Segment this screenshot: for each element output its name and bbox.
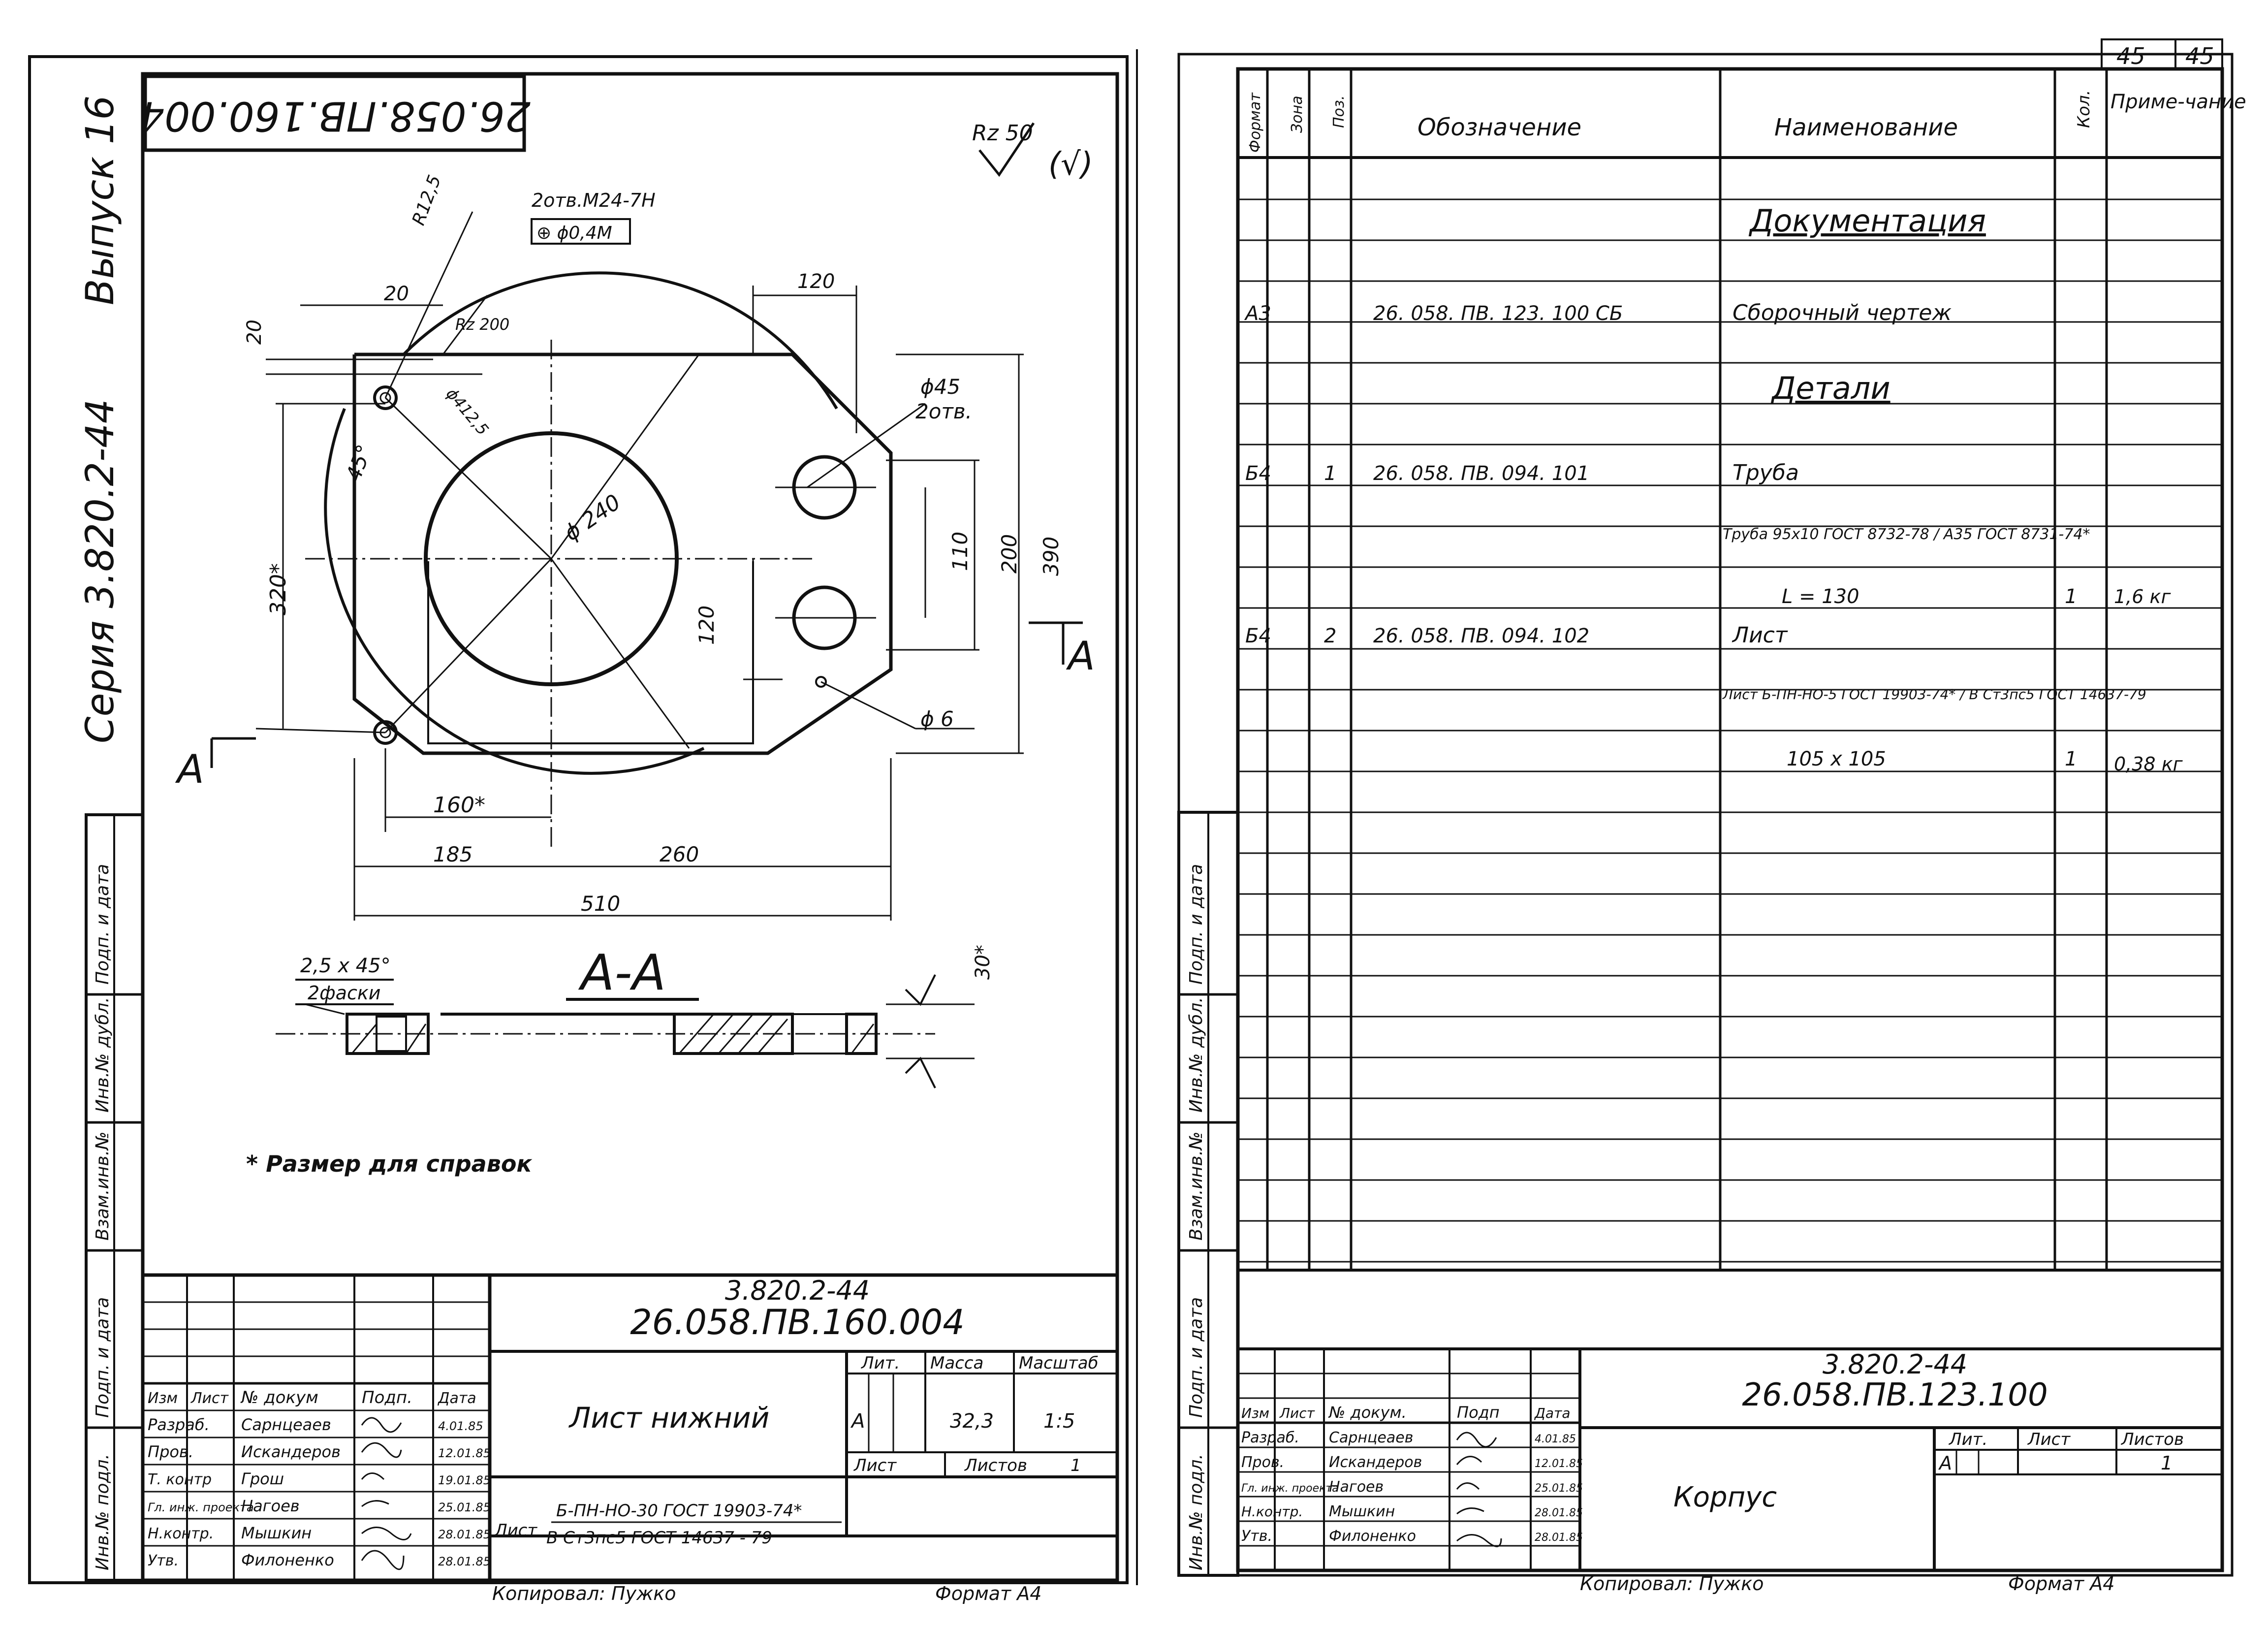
dim-185: 185 <box>433 842 473 866</box>
dim-510: 510 <box>581 892 621 916</box>
stamp-code: 26.058.ПВ.160.004 <box>138 92 531 139</box>
issue-text: Выпуск 16 <box>78 95 123 305</box>
side-stamp-2: Взам.инв.№ <box>93 1131 113 1241</box>
lt-h-doc: № докум <box>241 1388 318 1407</box>
rt-name-0: Сарнцеаев <box>1329 1429 1414 1446</box>
page-number-2: 45 <box>2185 43 2214 69</box>
rt-date-1: 12.01.85 <box>1535 1458 1583 1470</box>
section-title: A-A <box>581 944 666 1001</box>
lt-lit-label: Лит. <box>861 1353 900 1373</box>
row-1-designation: 26. 058. ПВ. 123. 100 СБ <box>1373 302 1623 325</box>
row-5-qty: 1 <box>2065 585 2078 608</box>
lt-name-3: Нагоев <box>241 1497 300 1515</box>
col-zone: Зона <box>1289 96 1306 133</box>
row-1-name: Сборочный чертеж <box>1732 300 1952 325</box>
dim-260: 260 <box>660 842 699 866</box>
angle-45: 45° <box>341 441 377 484</box>
lt-h-list: Лист <box>191 1390 229 1407</box>
rt-date-0: 4.01.85 <box>1535 1433 1576 1445</box>
lt-material-prefix: Лист <box>495 1521 537 1540</box>
dim-320: 320* <box>266 563 291 615</box>
rt-lit-label: Лит. <box>1949 1430 1988 1449</box>
side-stamp-1: Инв.№ дубл. <box>93 997 113 1113</box>
rt-role-0: Разраб. <box>1241 1429 1299 1446</box>
col-format: Формат <box>1247 93 1264 153</box>
position-tolerance: ⊕ ϕ0,4М <box>536 223 612 243</box>
row-4-name: Труба 95x10 ГОСТ 8732-78 / А35 ГОСТ 8731-74* <box>1723 526 2090 543</box>
chamfer-count: 2фаски <box>308 982 381 1004</box>
row-5-note: 1,6 кг <box>2114 586 2171 607</box>
lt-series: 3.820.2-44 <box>724 1275 870 1306</box>
lt-date-3: 25.01.85 <box>438 1501 491 1514</box>
dim-20-left: 20 <box>243 319 266 345</box>
lt-mass-label: Масса <box>930 1353 984 1373</box>
lt-name-0: Сарнцеаев <box>241 1415 331 1434</box>
rt-role-1: Пров. <box>1241 1454 1285 1471</box>
row-6-format: Б4 <box>1245 625 1271 647</box>
lt-mass-value: 32,3 <box>950 1410 994 1433</box>
rt-sheet-label: Лист <box>2028 1430 2071 1449</box>
r-side-stamp-3: Подп. и дата <box>1186 1297 1206 1418</box>
lt-scale-label: Масштаб <box>1019 1353 1099 1373</box>
row-6-designation: 26. 058. ПВ. 094. 102 <box>1373 625 1590 647</box>
lt-name-4: Мышкин <box>241 1524 312 1542</box>
rt-role-4: Утв. <box>1241 1528 1272 1545</box>
rt-lit-value: А <box>1939 1452 1952 1474</box>
col-designation: Обозначение <box>1418 114 1582 141</box>
lt-material-top: Б-ПН-НО-30 ГОСТ 19903-74* <box>556 1501 802 1521</box>
dia-240: ϕ 240 <box>560 489 626 546</box>
rt-h-doc: № докум. <box>1329 1403 1407 1422</box>
lt-date-5: 28.01.85 <box>438 1555 491 1568</box>
side-stamp-0: Подп. и дата <box>93 863 113 985</box>
rt-format: Формат А4 <box>2008 1573 2115 1595</box>
rz200: Rz 200 <box>455 315 510 334</box>
side-stamp-4: Инв.№ подл. <box>93 1454 113 1570</box>
rt-name-4: Филоненко <box>1329 1528 1417 1545</box>
lt-part-name: Лист нижний <box>569 1401 770 1435</box>
rt-series: 3.820.2-44 <box>1822 1349 1968 1380</box>
section-mark-left: A <box>177 746 204 792</box>
lt-date-2: 19.01.85 <box>438 1473 491 1487</box>
rt-date-2: 25.01.85 <box>1535 1482 1583 1495</box>
lt-role-3: Гл. инж. проекта <box>148 1501 254 1514</box>
col-qty: Кол. <box>2074 90 2094 128</box>
dia-6: ϕ 6 <box>920 707 954 731</box>
lt-role-4: Н.контр. <box>148 1525 214 1542</box>
rt-name-1: Искандеров <box>1329 1454 1422 1471</box>
lt-scale-value: 1:5 <box>1043 1410 1075 1433</box>
row-5-name: L = 130 <box>1782 585 1859 608</box>
row-6-name: Лист <box>1732 623 1788 648</box>
section-mark-right: A <box>1068 633 1095 679</box>
row-7-name: Лист Б-ПН-НО-5 ГОСТ 19903-74* / В Ст3пс5 ГОСТ 14637-79 <box>1723 686 2146 703</box>
lt-h-sign: Подп. <box>362 1388 412 1407</box>
rt-h-izm: Изм <box>1241 1405 1269 1421</box>
col-name: Наименование <box>1774 114 1958 141</box>
row-8-note: 0,38 кг <box>2114 753 2183 775</box>
side-stamp-3: Подп. и дата <box>93 1297 113 1418</box>
lt-date-4: 28.01.85 <box>438 1528 491 1541</box>
rt-role-3: Н.контр. <box>1241 1503 1303 1520</box>
r-side-stamp-2: Взам.инв.№ <box>1186 1131 1206 1241</box>
rt-sheets-value: 1 <box>2161 1452 2173 1474</box>
lt-name-1: Искандеров <box>241 1442 341 1461</box>
lt-h-izm: Изм <box>148 1390 178 1407</box>
dia-45: ϕ45 <box>920 375 961 399</box>
lt-sheets-value: 1 <box>1071 1456 1081 1475</box>
lt-name-5: Филоненко <box>241 1551 334 1569</box>
lt-name-2: Грош <box>241 1469 284 1488</box>
roughness-label: Rz 50 <box>972 121 1033 146</box>
dim-160: 160* <box>433 793 485 818</box>
row-1-format: А3 <box>1245 302 1271 325</box>
rt-date-3: 28.01.85 <box>1535 1507 1583 1519</box>
col-pos: Поз. <box>1330 95 1348 128</box>
rt-assembly-name: Корпус <box>1673 1481 1777 1513</box>
lt-format: Формат А4 <box>935 1583 1042 1604</box>
row-8-qty: 1 <box>2065 748 2078 770</box>
rt-date-4: 28.01.85 <box>1535 1532 1583 1544</box>
rt-h-date: Дата <box>1535 1405 1571 1421</box>
lt-date-0: 4.01.85 <box>438 1419 483 1433</box>
holes-note: 2отв.М24-7Н <box>532 190 656 211</box>
row-3-pos: 1 <box>1324 462 1337 485</box>
r-side-stamp-4: Инв.№ подл. <box>1186 1454 1206 1570</box>
page-number-1: 45 <box>2116 43 2145 69</box>
lt-role-5: Утв. <box>148 1552 179 1569</box>
lt-h-date: Дата <box>438 1390 476 1407</box>
lt-role-2: Т. контр <box>148 1471 212 1488</box>
row-3-format: Б4 <box>1245 462 1271 485</box>
rt-copied: Копировал: Пужко <box>1580 1573 1764 1595</box>
dim-110: 110 <box>948 531 972 571</box>
rt-h-sign: Подп <box>1457 1403 1500 1422</box>
rt-name-2: Нагоев <box>1329 1478 1384 1496</box>
series-text: Серия 3.820.2-44 <box>78 399 123 743</box>
lt-code: 26.058.ПВ.160.004 <box>630 1302 965 1342</box>
holes-2: 2отв. <box>915 399 972 423</box>
reference-note: * Размер для справок <box>246 1150 532 1177</box>
rt-h-list: Лист <box>1280 1405 1315 1421</box>
r-side-stamp-1: Инв.№ дубл. <box>1186 997 1206 1113</box>
dia-412-5: ϕ412,5 <box>442 384 493 439</box>
radius-12-5: R12,5 <box>408 172 445 228</box>
dim-120-mid: 120 <box>694 605 719 645</box>
rt-code: 26.058.ПВ.123.100 <box>1742 1377 2048 1413</box>
angle-30: 30* <box>972 945 994 980</box>
roughness-paren: (√) <box>1048 146 1093 183</box>
row-2-name: Детали <box>1772 370 1890 406</box>
dim-120-top: 120 <box>797 270 835 293</box>
lt-copied: Копировал: Пужко <box>492 1583 676 1604</box>
lt-sheets-label: Листов <box>965 1456 1028 1475</box>
lt-date-1: 12.01.85 <box>438 1446 491 1460</box>
lt-lit-value: А <box>851 1410 865 1433</box>
row-6-pos: 2 <box>1324 625 1337 647</box>
dim-200: 200 <box>997 534 1021 574</box>
lt-sheet-label: Лист <box>854 1456 897 1475</box>
lt-role-0: Разраб. <box>148 1415 210 1434</box>
col-note: Приме-чание <box>2110 91 2246 113</box>
lt-role-1: Пров. <box>148 1442 193 1461</box>
lt-material-bottom: В Ст3пс5 ГОСТ 14637 - 79 <box>546 1528 772 1548</box>
r-side-stamp-0: Подп. и дата <box>1186 863 1206 985</box>
rt-sheets-label: Листов <box>2121 1430 2184 1449</box>
row-8-name: 105 x 105 <box>1787 748 1886 770</box>
row-3-designation: 26. 058. ПВ. 094. 101 <box>1373 462 1590 485</box>
dim-20-top: 20 <box>384 283 409 305</box>
rt-name-3: Мышкин <box>1329 1503 1395 1520</box>
chamfer: 2,5 x 45° <box>300 955 391 977</box>
row-3-name: Труба <box>1732 460 1799 485</box>
rt-role-2: Гл. инж. проекта <box>1241 1482 1339 1495</box>
dim-390: 390 <box>1039 536 1063 576</box>
row-0-name: Документация <box>1750 203 1986 239</box>
